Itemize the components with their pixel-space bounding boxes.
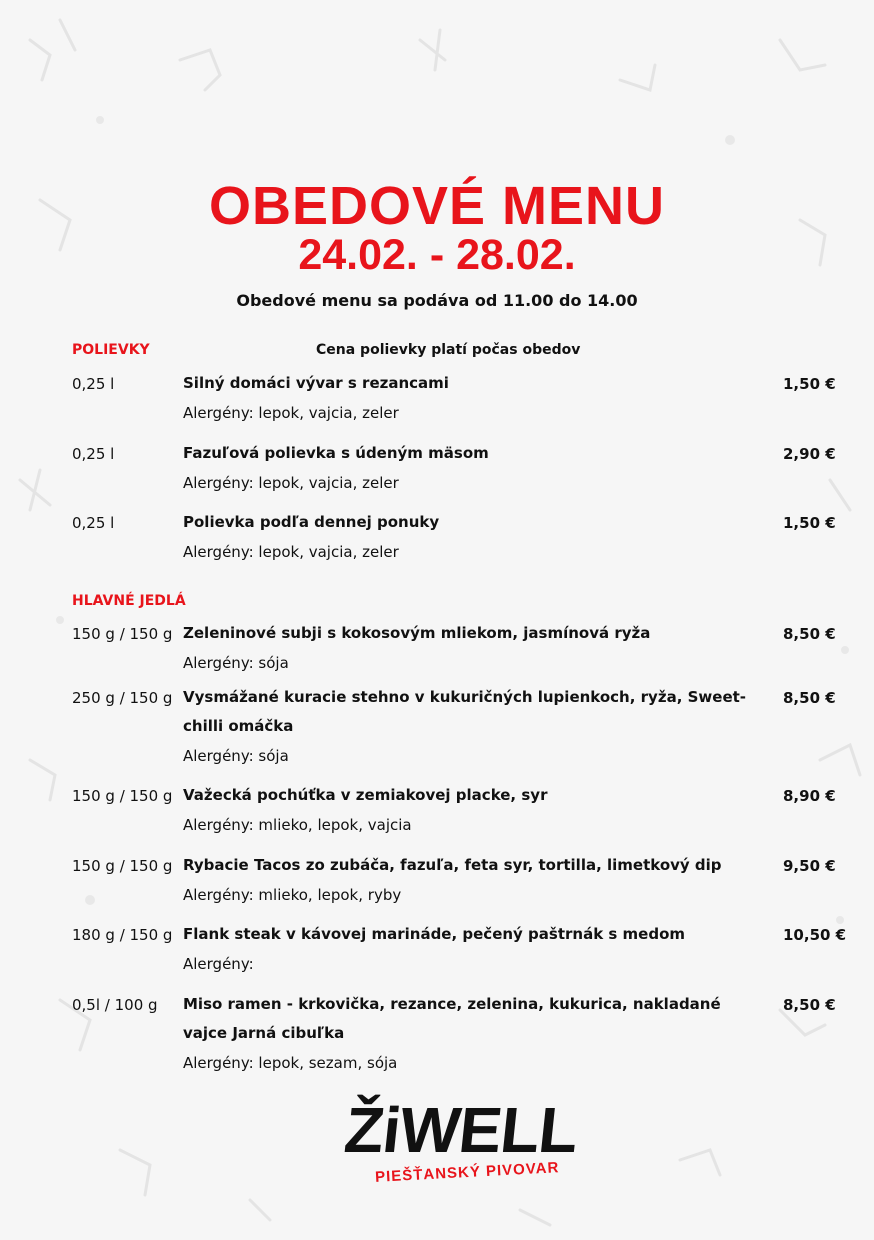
item-price: 1,50 € [783, 375, 836, 393]
item-price: 8,50 € [783, 625, 836, 643]
ziwell-logo [335, 1090, 595, 1200]
item-allergens: Alergény: mlieko, lepok, vajcia [183, 816, 412, 834]
menu-dates: 24.02. - 28.02. [298, 231, 576, 279]
item-allergens: Alergény: lepok, sezam, sója [183, 1054, 398, 1072]
item-allergens: Alergény: lepok, vajcia, zeler [183, 404, 399, 422]
item-quantity: 250 g / 150 g [72, 689, 173, 707]
item-price: 8,90 € [783, 787, 836, 805]
item-allergens: Alergény: mlieko, lepok, ryby [183, 886, 402, 904]
item-quantity: 0,25 l [72, 375, 115, 393]
item-name: Važecká pochúťka v zemiakovej placke, syr [183, 786, 548, 804]
item-quantity: 150 g / 150 g [72, 787, 173, 805]
item-price: 10,50 € [783, 926, 847, 944]
item-name: Miso ramen - krkovička, rezance, zelenina, kukurica, nakladané vajce Jarná cibuľka [183, 995, 721, 1042]
logo-wordmark: ŽiWELL [341, 1094, 581, 1166]
item-name: Vysmážané kuracie stehno v kukuričných lupienkoch, ryža, Sweet-chilli omáčka [183, 688, 747, 735]
mains-section-label: HLAVNÉ JEDLÁ [72, 593, 186, 609]
item-allergens: Alergény: lepok, vajcia, zeler [183, 474, 399, 492]
item-quantity: 150 g / 150 g [72, 625, 173, 643]
item-name: Rybacie Tacos zo zubáča, fazuľa, feta syr, tortilla, limetkový dip [183, 856, 722, 874]
item-name: Fazuľová polievka s údeným mäsom [183, 444, 489, 462]
menu-title: OBEDOVÉ MENU [208, 176, 666, 236]
soups-section-label: POLIEVKY [72, 342, 150, 358]
soups-price-note: Cena polievky platí počas obedov [316, 342, 581, 358]
item-price: 1,50 € [783, 514, 836, 532]
item-name: Flank steak v kávovej marináde, pečený paštrnák s medom [183, 925, 686, 943]
item-name: Silný domáci vývar s rezancami [183, 374, 449, 392]
item-price: 2,90 € [783, 445, 836, 463]
item-allergens: Alergény: sója [183, 747, 289, 765]
item-quantity: 0,25 l [72, 514, 115, 532]
item-quantity: 0,25 l [72, 445, 115, 463]
serving-hours: Obedové menu sa podáva od 11.00 do 14.00 [236, 291, 638, 310]
item-allergens: Alergény: lepok, vajcia, zeler [183, 543, 399, 561]
item-quantity: 180 g / 150 g [72, 926, 173, 944]
item-quantity: 150 g / 150 g [72, 857, 173, 875]
item-name: Polievka podľa dennej ponuky [183, 513, 440, 531]
item-allergens: Alergény: [183, 955, 254, 973]
item-price: 8,50 € [783, 689, 836, 707]
logo-subtitle: PIEŠŤANSKÝ PIVOVAR [374, 1159, 560, 1186]
item-name: Zeleninové subji s kokosovým mliekom, jasmínová ryža [183, 624, 651, 642]
item-price: 8,50 € [783, 996, 836, 1014]
item-price: 9,50 € [783, 857, 836, 875]
item-quantity: 0,5l / 100 g [72, 996, 158, 1014]
item-allergens: Alergény: sója [183, 654, 289, 672]
